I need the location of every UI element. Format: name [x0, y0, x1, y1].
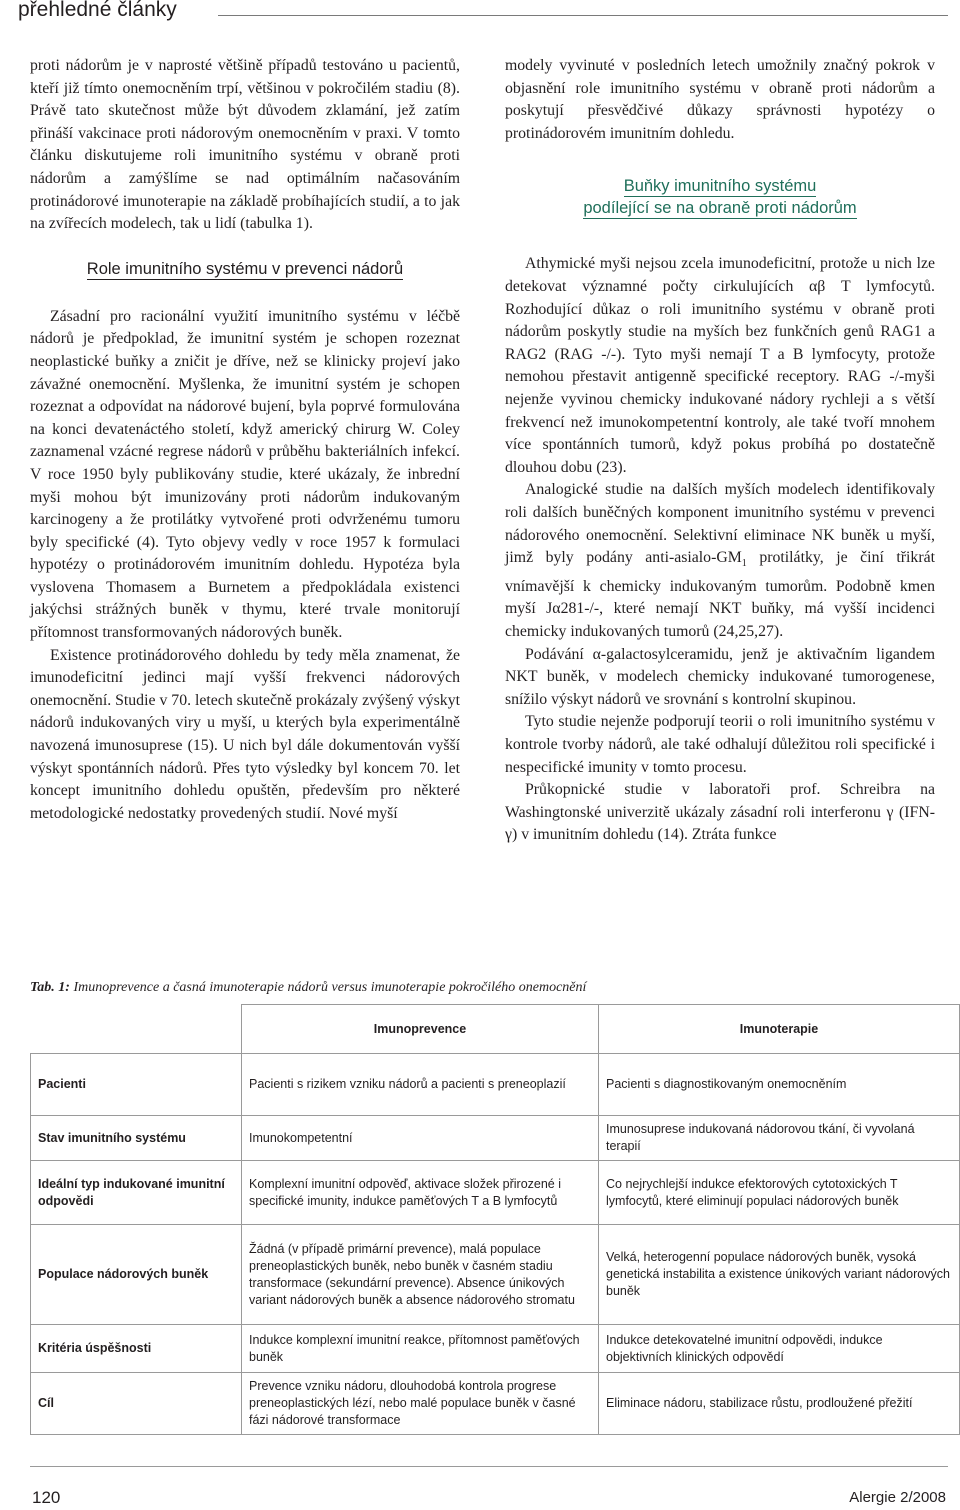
table-cell: Velká, heterogenní populace nádorových buněk, vysoká genetická instabilita a existence únikových variant nádorových buněk	[599, 1225, 960, 1325]
table-cell: Komplexní imunitní odpověď, aktivace složek přirozené i specifické imunity, indukce paměťových T a B lymfocytů	[242, 1161, 599, 1225]
header-rule	[218, 15, 948, 16]
right-intro-paragraph: modely vyvinuté v posledních letech umožnily značný pokrok v objasnění role imunitního systému v obraně proti nádorům a poskytují přesvědčivé důkazy správnosti hypotézy o protinádorovém imunitním dohledu.	[505, 57, 935, 142]
table-corner-cell	[31, 1005, 242, 1054]
body-paragraph	[505, 479, 935, 643]
table-row	[31, 1116, 960, 1161]
row-label: Populace nádorových buněk	[31, 1225, 242, 1325]
comparison-table	[30, 1004, 960, 1435]
body-paragraph: Zásadní pro racionální využití imunitního systému v léčbě nádorů je předpoklad, že imunitní systém je schopen rozeznat neoplastické buňky a zničit je dříve, než se klinicky projeví jako závažné onemocnění. Myšlenka, že imunitní systém je schopen rozeznat a odpovídat na nádorové bujení, byla poprvé formulována na konci devatenáctého století, když americký chirurg W. Coley zaznamenal vzácné regrese nádorů v průběhu bakteriálních infekcí. V roce 1950 byly publikovány studie, které ukázaly, že inbrední myši mohou být imunizovány proti nádorům indukovaným karcinogeny a že protilátky vytvořené proti odvrženému tumoru byly specifické (4). Tyto objevy vedly v roce 1957 k formulaci hypotézy o protinádorovém imunitním dohledu. Hypotéza byla vyslovena Thomasem a Burnetem a předpokládala existenci jakýchsi strážných buněk v thymu, které trvale monitorují přítomnost transformovaných nádorových buněk.	[30, 307, 460, 642]
table-cell: Indukce komplexní imunitní reakce, přítomnost paměťových buněk	[242, 1325, 599, 1373]
footer-rule	[30, 1466, 948, 1467]
table-cell: Pacienti s diagnostikovaným onemocněním	[599, 1054, 960, 1116]
table-cell: Co nejrychlejší indukce efektorových cytotoxických T lymfocytů, které eliminují populaci nádorových buněk	[599, 1161, 960, 1225]
row-label: Kritéria úspěšnosti	[31, 1325, 242, 1373]
body-paragraph: Tyto studie nejenže podporují teorii o roli imunitního systému v kontrole tvorby nádorů, ale také odhalují důležitou roli specifické i nespecifické imunity v tomto procesu.	[505, 713, 935, 776]
table-cell: Žádná (v případě primární prevence), malá populace preneoplastických buněk, nebo buněk v časném stadiu transformace (sekundární prevence). Absence únikových variant nádorových buněk a absence nádorového stromatu	[242, 1225, 599, 1325]
journal-name: Alergie 2/2008	[849, 1489, 946, 1506]
table-row	[31, 1325, 960, 1373]
table-cell: Eliminace nádoru, stabilizace růstu, prodloužené přežití	[599, 1373, 960, 1435]
paragraph-text: protilátky, je činí třikrát vnímavější k chemicky indukovaným tumorům. Podobně kmen myší Jα281-/-, které nemají NKT buňky, má vyšší incidenci chemicky indukovaných tumorů (24,25,27).	[505, 549, 935, 641]
column-header: Imunoterapie	[599, 1005, 960, 1054]
caption-label: Tab. 1:	[30, 980, 70, 995]
table-cell: Indukce detekovatelné imunitní odpovědi, indukce objektivních klinických odpovědí	[599, 1325, 960, 1373]
right-column	[505, 55, 935, 847]
table-row	[31, 1161, 960, 1225]
row-label: Cíl	[31, 1373, 242, 1435]
row-label: Ideální typ indukované imunitní odpovědi	[31, 1161, 242, 1225]
page-number: 120	[32, 1488, 61, 1507]
table-block	[30, 980, 960, 1435]
table-cell: Prevence vzniku nádoru, dlouhodobá kontrola progrese preneoplastických lézí, nebo malé populace buněk v časné fázi nádorové transformace	[242, 1373, 599, 1435]
caption-text: Imunoprevence a časná imunoterapie nádorů versus imunoterapie pokročilého onemocnění	[69, 980, 587, 995]
body-paragraph: Existence protinádorového dohledu by tedy měla znamenat, že imunodeficitní jedinci mají vyšší frekvenci nádorových onemocnění. Studie v 70. letech skutečně prokázaly zvýšený výskyt nádorů indukovaných viry u myší, u kterých byla experimentálně navozená imunosuprese (15). U nich byl dále dokumentován vyšší výskyt spontánních nádorů. Přes tyto výsledky byl koncem 70. let koncept imunitního dohledu opuštěn, především pro některé metodologické nedostatky provedených studií. Nové myší	[30, 646, 460, 822]
section-title: přehledné články	[18, 0, 177, 21]
table-cell: Imunokompetentní	[242, 1116, 599, 1161]
table-row	[31, 1225, 960, 1325]
table-cell: Pacienti s rizikem vzniku nádorů a pacienti s preneoplazií	[242, 1054, 599, 1116]
section-heading-immune-cells	[505, 175, 935, 219]
body-paragraph: Průkopnické studie v laboratoři prof. Schreibra na Washingtonské univerzitě ukázaly zásadní roli interferonu γ (IFN-γ) v imunitním dohledu (14). Ztráta funkce	[505, 781, 935, 844]
heading-text: Role imunitního systému v prevenci nádorů	[86, 259, 404, 278]
table-caption	[30, 980, 960, 996]
left-intro-paragraph: proti nádorům je v naprosté většině případů testováno u pacientů, kteří již tímto onemocněním trpí, většinou v pokročilém stadiu (8). Právě tato skutečnost může být důvodem zklamání, jež zatím přináší vakcinace proti nádorovým onemocněním v praxi. V tomto článku diskutujeme roli imunitního systému v obraně proti nádorům a zamýšlíme se nad optimálním načasováním protinádorové imunoterapie na základě probíhajících studií, a to jak na zvířecích modelech, tak u lidí (tabulka 1).	[30, 57, 460, 233]
table-cell: Imunosuprese indukovaná nádorovou tkání, či vyvolaná terapií	[599, 1116, 960, 1161]
table-header-row	[31, 1005, 960, 1054]
page-header	[0, 0, 960, 32]
heading-line-2: podílející se na obraně proti nádorům	[583, 199, 857, 218]
row-label: Stav imunitního systému	[31, 1116, 242, 1161]
column-header: Imunoprevence	[242, 1005, 599, 1054]
body-paragraph: Podávání α-galactosylceramidu, jenž je aktivačním ligandem NKT buněk, v modelech chemicky indukované tumorogenese, snížilo výskyt nádorů ve srovnání s kontrolní skupinou.	[505, 645, 935, 708]
table-row	[31, 1373, 960, 1435]
row-label: Pacienti	[31, 1054, 242, 1116]
table-row	[31, 1054, 960, 1116]
subscript: 1	[741, 558, 747, 570]
section-heading-prevention	[30, 258, 460, 280]
body-paragraph: Athymické myši nejsou zcela imunodeficitní, protože u nich lze detekovat významné počty cirkulujících αβ T lymfocytů. Rozhodující důkaz o roli imunitního systému v obraně proti nádorům poskytly studie na myších bez funkčních genů RAG1 a RAG2 (RAG -/-). Tyto myši nemají T a B lymfocyty, protože nemohou přestavit antigenně specifické receptory. RAG -/-myši nejenže vyvinou chemicky indukované nádory rychleji a s větší frekvencí než imunokompetentní kontroly, ale také tvoří mnohem více spontánních tumorů, když pokus probíhá po dostatečně dlouhou dobu (23).	[505, 255, 935, 476]
heading-line-1: Buňky imunitního systému	[623, 177, 817, 196]
left-column	[30, 55, 460, 825]
paragraph-text: Analogické studie na dalších myších modelech identifikovaly roli dalších buněčných komponent imunitního systému v prevenci nádorového onemocnění. Selektivní eliminace NK buněk u myší, jimž byly podány anti-asialo-GM	[505, 481, 935, 567]
